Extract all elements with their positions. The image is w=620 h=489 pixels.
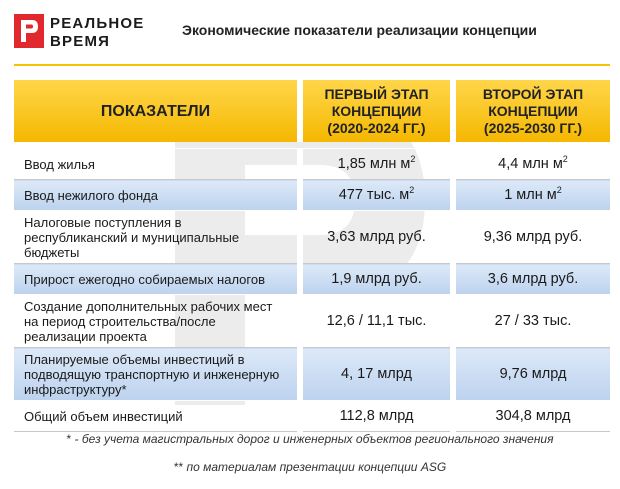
row-value-stage-2: 304,8 млрд	[453, 401, 610, 432]
row-value-stage-2: 3,6 млрд руб.	[453, 264, 610, 295]
row-label: Общий объем инвестиций	[14, 401, 300, 432]
column-header-stage-2: ВТОРОЙ ЭТАП КОНЦЕПЦИИ (2025-2030 ГГ.)	[453, 80, 610, 142]
row-label: Налоговые поступления в республиканский и муниципальные бюджеты	[14, 211, 300, 264]
table-row	[14, 180, 610, 211]
row-value-stage-2: 9,76 млрд	[453, 348, 610, 401]
row-label: Планируемые объемы инвестиций в подводящую транспортную и инженерную инфраструктуру*	[14, 348, 300, 401]
row-value-stage-1: 4, 17 млрд	[300, 348, 453, 401]
row-label: Прирост ежегодно собираемых налогов	[14, 264, 300, 295]
row-value-stage-2: 1 млн $м^2$	[453, 180, 610, 211]
brand-logo	[14, 14, 174, 54]
table-row	[14, 295, 610, 348]
row-value-stage-1: 477 тыс. $м^2$	[300, 180, 453, 211]
row-label: Ввод жилья	[14, 149, 300, 180]
row-value-stage-1: 3,63 млрд руб.	[300, 211, 453, 264]
footnote-1-text: - без учета магистральных дорог и инженерных объектов регионального значения	[71, 432, 554, 446]
footnote-2-marker: **	[173, 460, 184, 474]
row-label: Ввод нежилого фонда	[14, 180, 300, 211]
row-value-stage-2: 9,36 млрд руб.	[453, 211, 610, 264]
column-header-stage-1: ПЕРВЫЙ ЭТАП КОНЦЕПЦИИ (2020-2024 ГГ.)	[300, 80, 453, 142]
footnote-1-marker: *	[66, 432, 72, 446]
logo-line-1: РЕАЛЬНОЕ	[50, 15, 145, 32]
table-row	[14, 264, 610, 295]
footnote-2	[0, 460, 620, 474]
row-value-stage-1: 1,85 млн $м^2$	[300, 149, 453, 180]
logo-mark-icon	[14, 14, 44, 48]
logo-line-2: ВРЕМЯ	[50, 33, 111, 50]
table-row	[14, 401, 610, 432]
table-row	[14, 149, 610, 180]
table-row	[14, 348, 610, 401]
page-header	[0, 0, 620, 60]
footnote-2-text: по материалам презентации концепции ASG	[183, 460, 447, 474]
row-value-stage-2: 27 / 33 тыс.	[453, 295, 610, 348]
table-row	[14, 211, 610, 264]
table-header-row	[14, 80, 610, 142]
indicators-table	[14, 80, 610, 432]
row-value-stage-1: 1,9 млрд руб.	[300, 264, 453, 295]
page-title: Экономические показатели реализации концепции	[182, 22, 537, 38]
footnote-1	[0, 432, 620, 446]
row-label: Создание дополнительных рабочих мест на период строительства/после реализации проекта	[14, 295, 300, 348]
row-value-stage-2: 4,4 млн $м^2$	[453, 149, 610, 180]
row-value-stage-1: 12,6 / 11,1 тыс.	[300, 295, 453, 348]
column-header-indicators: ПОКАЗАТЕЛИ	[14, 80, 300, 142]
header-divider	[14, 64, 610, 66]
logo-text	[50, 16, 144, 50]
row-value-stage-1: 112,8 млрд	[300, 401, 453, 432]
